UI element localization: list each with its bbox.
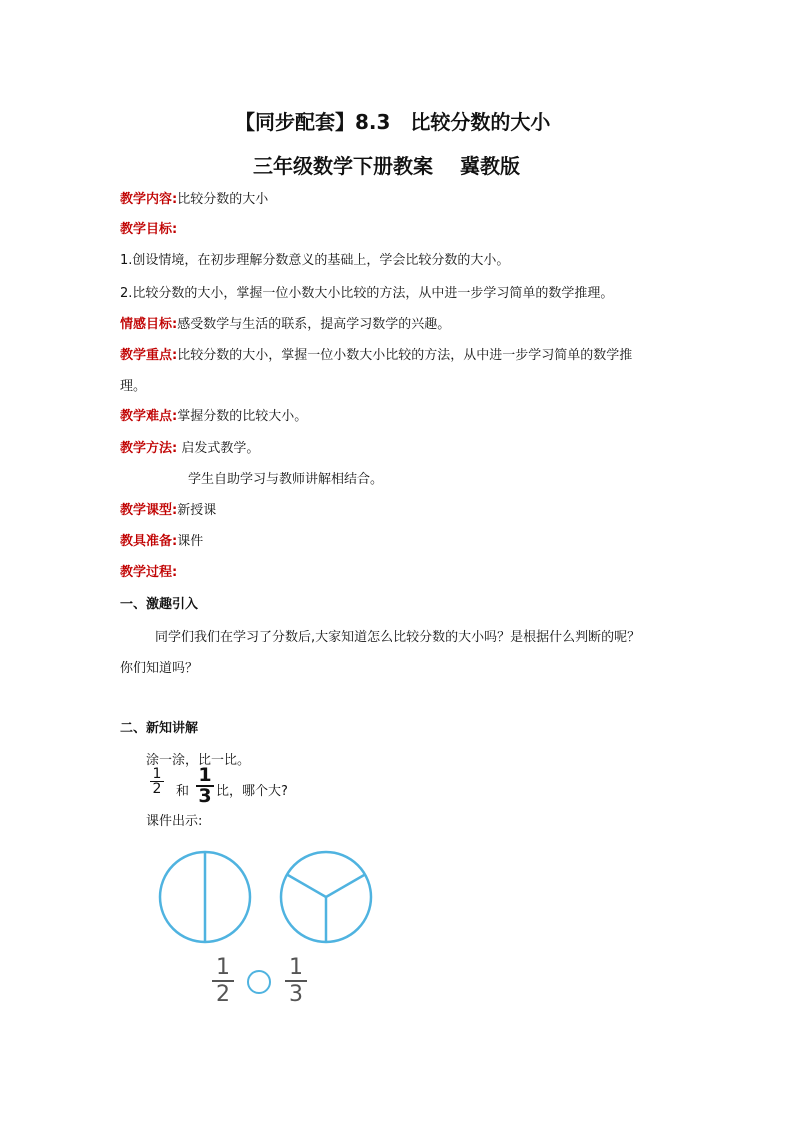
tools-row <box>120 530 203 549</box>
tools-label: 教具准备: <box>120 534 178 549</box>
type-row <box>120 499 216 518</box>
objective-1: 1.创设情境，在初步理解分数意义的基础上，学会比较分数的大小。 <box>120 253 510 268</box>
method-value-1: 启发式教学。 <box>181 441 260 456</box>
fraction-one-half <box>150 767 164 796</box>
compare-blank-circle[interactable] <box>245 968 275 998</box>
title-line-2: 三年级数学下册教案 冀教版 <box>253 154 520 178</box>
objectives-label: 教学目标: <box>120 222 178 237</box>
fraction-denominator: 2 <box>152 781 162 797</box>
part1-para-line-2: 你们知道吗？ <box>120 661 199 676</box>
fraction-numerator: 1 <box>198 764 212 786</box>
fraction-denominator: 3 <box>198 785 212 807</box>
key-label: 教学重点: <box>120 348 178 363</box>
objective-2: 2.比较分数的大小，掌握一位小数大小比较的方法，从中进一步学习简单的数学推理。 <box>120 286 614 301</box>
emotion-row <box>120 313 450 332</box>
emotion-label: 情感目标: <box>120 317 178 332</box>
courseware-label: 课件出示: <box>146 814 203 829</box>
method-label: 教学方法: <box>120 441 178 456</box>
fraction-denominator: 3 <box>289 982 303 1008</box>
tools-value: 课件 <box>177 534 204 549</box>
figure-fraction-one-half <box>212 956 234 1006</box>
and-word: 和 <box>176 784 190 799</box>
difficulty-label: 教学难点: <box>120 409 178 424</box>
key-value-cont: 理。 <box>120 379 147 394</box>
part2-instruction: 涂一涂，比一比。 <box>146 753 251 768</box>
content-value: 比较分数的大小 <box>177 192 269 207</box>
key-row <box>120 344 632 363</box>
content-label: 教学内容: <box>120 192 178 207</box>
key-value: 比较分数的大小，掌握一位小数大小比较的方法，从中进一步学习简单的数学推 <box>177 348 633 363</box>
title-line-1: 【同步配套】8.3 比较分数的大小 <box>235 110 551 134</box>
part2-heading: 二、新知讲解 <box>120 721 199 736</box>
fraction-numerator: 1 <box>216 955 230 980</box>
content-row <box>120 188 268 207</box>
emotion-value: 感受数学与生活的联系，提高学习数学的兴趣。 <box>177 317 451 332</box>
method-value-2: 学生自助学习与教师讲解相结合。 <box>188 472 384 487</box>
third-divider-line-left <box>287 875 326 898</box>
process-label: 教学过程: <box>120 565 178 580</box>
third-divider-line-right <box>326 875 365 898</box>
fraction-one-third <box>196 766 214 806</box>
difficulty-value: 掌握分数的比较大小。 <box>177 409 308 424</box>
part1-heading: 一、激趣引入 <box>120 597 199 612</box>
question-tail: 比，哪个大? <box>216 784 288 799</box>
fraction-circles-figure <box>150 845 390 955</box>
figure-fraction-one-third <box>285 956 307 1006</box>
fraction-numerator: 1 <box>289 955 303 980</box>
difficulty-row <box>120 405 307 424</box>
type-value: 新授课 <box>177 503 217 518</box>
fraction-numerator: 1 <box>152 766 162 782</box>
part1-para-line-1: 同学们我们在学习了分数后,大家知道怎么比较分数的大小吗？是根据什么判断的呢？ <box>155 630 641 645</box>
fraction-denominator: 2 <box>216 982 230 1008</box>
method-row <box>120 437 259 456</box>
type-label: 教学课型: <box>120 503 178 518</box>
